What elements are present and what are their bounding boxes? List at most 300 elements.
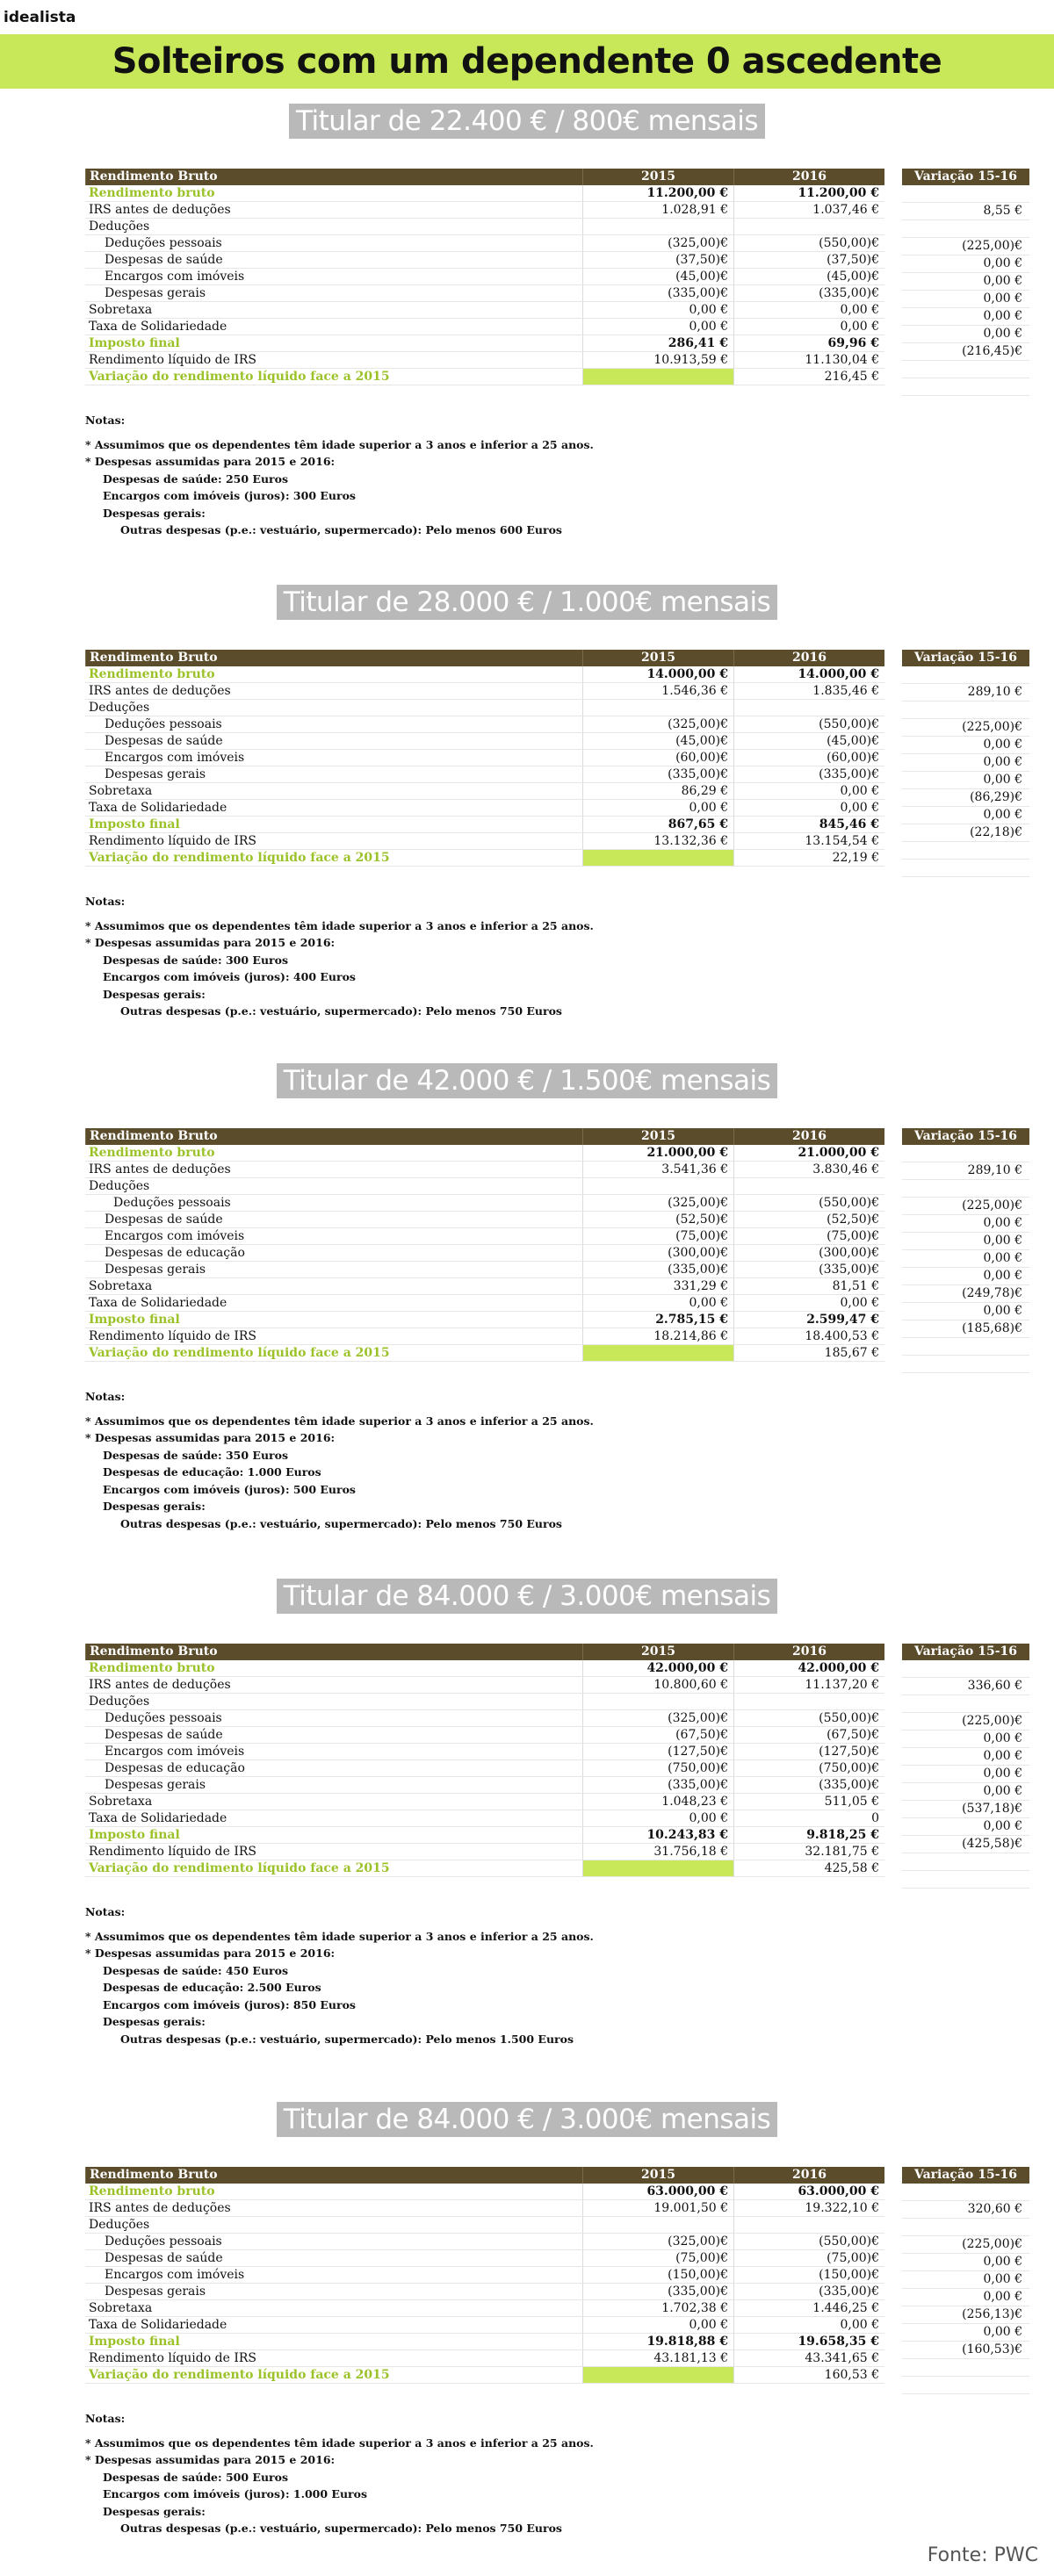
row-label: Taxa de Solidariedade: [85, 319, 582, 335]
table-row: [85, 1145, 884, 1162]
note-line: Encargos com imóveis (juros): 300 Euros: [103, 489, 356, 502]
note-line: Notas:: [85, 895, 126, 908]
table-row: [85, 1844, 884, 1860]
value-2015: 0,00 €: [582, 1295, 733, 1312]
note-line: Notas:: [85, 2412, 126, 2425]
value-2015: (325,00)€: [582, 716, 733, 733]
table-header-row: [85, 650, 884, 666]
notes-block: [85, 893, 594, 1020]
value-2016: (550,00)€: [733, 1195, 884, 1212]
value-2015: (75,00)€: [582, 1228, 733, 1245]
variation-cell: 0,00 €: [902, 2271, 1029, 2289]
value-2016: 0,00 €: [733, 1295, 884, 1312]
value-2015: 14.000,00 €: [582, 666, 733, 683]
table-row: [85, 335, 884, 352]
value-2016: 1.835,46 €: [733, 683, 884, 700]
row-label: Rendimento líquido de IRS: [85, 1844, 582, 1860]
header-label: Rendimento Bruto: [85, 1644, 582, 1660]
value-2016: 81,51 €: [733, 1278, 884, 1295]
header-2016: 2016: [733, 650, 884, 666]
row-label: Despesas de saúde: [85, 252, 582, 269]
value-2016: 0,00 €: [733, 800, 884, 817]
value-2015: 867,65 €: [582, 817, 733, 833]
row-label: Despesas de saúde: [85, 2250, 582, 2267]
variation-cell: [902, 666, 1029, 684]
note-line: Despesas de saúde: 250 Euros: [103, 471, 288, 486]
section-title-wrap: [0, 585, 1054, 620]
variation-cell: [902, 1853, 1029, 1871]
section-title: Titular de 28.000 € / 1.000€ mensais: [277, 585, 778, 620]
notes-block: [85, 2410, 594, 2537]
value-2016: 11.130,04 €: [733, 352, 884, 369]
value-2015: 86,29 €: [582, 783, 733, 800]
row-label: IRS antes de deduções: [85, 2200, 582, 2217]
variation-table: [902, 2167, 1029, 2394]
variation-cell: [902, 1338, 1029, 1356]
value-2016: (45,00)€: [733, 269, 884, 285]
variation-cell: 0,00 €: [902, 1268, 1029, 1285]
value-2016: [733, 219, 884, 235]
note-line: * Assumimos que os dependentes têm idade superior a 3 anos e inferior a 25 anos.: [85, 1929, 594, 1943]
row-label: Deduções pessoais: [85, 716, 582, 733]
value-2015: 31.756,18 €: [582, 1844, 733, 1860]
variation-cell: 0,00 €: [902, 1783, 1029, 1801]
value-2015: (300,00)€: [582, 1245, 733, 1262]
value-2016: (335,00)€: [733, 285, 884, 302]
section-title-wrap: [0, 104, 1054, 139]
variation-cell: [902, 1660, 1029, 1678]
variation-cell: [902, 1695, 1029, 1713]
section-title: Titular de 42.000 € / 1.500€ mensais: [277, 1063, 778, 1098]
value-2015: (60,00)€: [582, 750, 733, 766]
value-2016: 160,53 €: [733, 2367, 884, 2384]
table-row: [85, 1312, 884, 1328]
row-label: Despesas gerais: [85, 1777, 582, 1794]
value-2015: [582, 1860, 733, 1877]
value-2016: (335,00)€: [733, 1262, 884, 1278]
variation-cell: 0,00 €: [902, 772, 1029, 789]
value-2016: 2.599,47 €: [733, 1312, 884, 1328]
note-line: Despesas de saúde: 450 Euros: [103, 1963, 288, 1977]
variation-cell: [902, 185, 1029, 203]
variation-cell: 0,00 €: [902, 1766, 1029, 1783]
variation-cell: [902, 842, 1029, 860]
header-2016: 2016: [733, 169, 884, 185]
table-row: [85, 185, 884, 202]
value-2015: 1.702,38 €: [582, 2300, 733, 2317]
row-label: Despesas gerais: [85, 2284, 582, 2300]
value-2015: 0,00 €: [582, 319, 733, 335]
variation-header: Variação 15-16: [902, 2167, 1029, 2184]
value-2015: [582, 1178, 733, 1195]
table-row: [85, 1278, 884, 1295]
table-row: [85, 235, 884, 252]
row-label: Rendimento líquido de IRS: [85, 352, 582, 369]
value-2016: 216,45 €: [733, 369, 884, 385]
row-label: Deduções pessoais: [85, 235, 582, 252]
value-2015: 286,41 €: [582, 335, 733, 352]
row-label: Taxa de Solidariedade: [85, 1295, 582, 1312]
table-row: [85, 683, 884, 700]
value-2015: (335,00)€: [582, 1777, 733, 1794]
value-2015: [582, 1694, 733, 1710]
value-2015: 0,00 €: [582, 1810, 733, 1827]
value-2015: (335,00)€: [582, 1262, 733, 1278]
row-label: Encargos com imóveis: [85, 2267, 582, 2284]
note-line: * Despesas assumidas para 2015 e 2016:: [85, 455, 336, 468]
table-row: [85, 2284, 884, 2300]
value-2016: 14.000,00 €: [733, 666, 884, 683]
row-label: Imposto final: [85, 817, 582, 833]
variation-cell: [902, 1871, 1029, 1889]
value-2015: [582, 700, 733, 716]
value-2015: 0,00 €: [582, 2317, 733, 2334]
row-label: Encargos com imóveis: [85, 750, 582, 766]
value-2015: 0,00 €: [582, 302, 733, 319]
table-row: [85, 352, 884, 369]
value-2016: (335,00)€: [733, 2284, 884, 2300]
note-line: Outras despesas (p.e.: vestuário, supermercado): Pelo menos 750 Euros: [120, 1004, 562, 1018]
value-2016: (300,00)€: [733, 1245, 884, 1262]
table-row: [85, 1794, 884, 1810]
table-row: [85, 2317, 884, 2334]
header-2015: 2015: [582, 2167, 733, 2184]
variation-cell: 0,00 €: [902, 2254, 1029, 2271]
header-2015: 2015: [582, 169, 733, 185]
table-row: [85, 2367, 884, 2384]
table-row: [85, 817, 884, 833]
header-2016: 2016: [733, 2167, 884, 2184]
table-row: [85, 2234, 884, 2250]
value-2015: 42.000,00 €: [582, 1660, 733, 1677]
section-title-wrap: [0, 1063, 1054, 1098]
value-2016: (335,00)€: [733, 1777, 884, 1794]
header-2015: 2015: [582, 650, 733, 666]
row-label: Variação do rendimento líquido face a 2015: [85, 850, 582, 867]
row-label: Sobretaxa: [85, 1794, 582, 1810]
variation-cell: 0,00 €: [902, 1748, 1029, 1766]
value-2015: 18.214,86 €: [582, 1328, 733, 1345]
row-label: Rendimento líquido de IRS: [85, 2350, 582, 2367]
note-line: Outras despesas (p.e.: vestuário, supermercado): Pelo menos 1.500 Euros: [120, 2032, 574, 2046]
note-line: * Despesas assumidas para 2015 e 2016:: [85, 1431, 336, 1444]
value-2016: (150,00)€: [733, 2267, 884, 2284]
value-2015: 1.028,91 €: [582, 202, 733, 219]
section-title: Titular de 84.000 € / 3.000€ mensais: [277, 2102, 778, 2137]
table-row: [85, 750, 884, 766]
row-label: IRS antes de deduções: [85, 683, 582, 700]
header-label: Rendimento Bruto: [85, 1128, 582, 1145]
table-row: [85, 733, 884, 750]
note-line: Outras despesas (p.e.: vestuário, supermercado): Pelo menos 600 Euros: [120, 523, 562, 536]
table-row: [85, 1162, 884, 1178]
variation-cell: 0,00 €: [902, 2324, 1029, 2342]
value-2016: 425,58 €: [733, 1860, 884, 1877]
note-line: Despesas gerais:: [103, 2504, 206, 2518]
table-row: [85, 285, 884, 302]
value-2015: [582, 219, 733, 235]
row-label: Encargos com imóveis: [85, 1744, 582, 1760]
row-label: Deduções: [85, 219, 582, 235]
note-line: * Despesas assumidas para 2015 e 2016:: [85, 936, 336, 949]
variation-cell: [902, 860, 1029, 877]
value-2015: 3.541,36 €: [582, 1162, 733, 1178]
section-title: Titular de 22.400 € / 800€ mensais: [289, 104, 765, 139]
income-table: [85, 1644, 884, 1877]
row-label: Rendimento bruto: [85, 666, 582, 683]
table-row: [85, 1245, 884, 1262]
row-label: Rendimento bruto: [85, 1145, 582, 1162]
row-label: Encargos com imóveis: [85, 1228, 582, 1245]
note-line: * Assumimos que os dependentes têm idade superior a 3 anos e inferior a 25 anos.: [85, 1414, 594, 1428]
value-2016: 22,19 €: [733, 850, 884, 867]
variation-header: Variação 15-16: [902, 169, 1029, 185]
value-2015: 19.818,88 €: [582, 2334, 733, 2350]
income-table: [85, 650, 884, 867]
value-2015: 13.132,36 €: [582, 833, 733, 850]
value-2015: 21.000,00 €: [582, 1145, 733, 1162]
value-2015: 0,00 €: [582, 800, 733, 817]
row-label: IRS antes de deduções: [85, 202, 582, 219]
header-2016: 2016: [733, 1644, 884, 1660]
value-2015: (750,00)€: [582, 1760, 733, 1777]
table-row: [85, 302, 884, 319]
table-row: [85, 1827, 884, 1844]
row-label: Deduções pessoais: [85, 1710, 582, 1727]
table-row: [85, 1212, 884, 1228]
table-row: [85, 2200, 884, 2217]
value-2015: (335,00)€: [582, 2284, 733, 2300]
income-table: [85, 2167, 884, 2384]
value-2016: [733, 2217, 884, 2234]
row-label: Despesas de saúde: [85, 1727, 582, 1744]
table-row: [85, 1345, 884, 1362]
value-2016: [733, 1178, 884, 1195]
notes-block: [85, 412, 594, 539]
row-label: Rendimento bruto: [85, 2184, 582, 2200]
value-2016: 19.322,10 €: [733, 2200, 884, 2217]
variation-cell: 0,00 €: [902, 1818, 1029, 1836]
table-row: [85, 1295, 884, 1312]
header-label: Rendimento Bruto: [85, 650, 582, 666]
value-2015: 63.000,00 €: [582, 2184, 733, 2200]
table-row: [85, 1328, 884, 1345]
row-label: Sobretaxa: [85, 783, 582, 800]
value-2016: 32.181,75 €: [733, 1844, 884, 1860]
table-row: [85, 800, 884, 817]
variation-table: [902, 1644, 1029, 1889]
value-2016: (75,00)€: [733, 2250, 884, 2267]
header-label: Rendimento Bruto: [85, 169, 582, 185]
variation-cell: [902, 702, 1029, 719]
note-line: * Assumimos que os dependentes têm idade superior a 3 anos e inferior a 25 anos.: [85, 437, 594, 451]
row-label: Despesas de educação: [85, 1245, 582, 1262]
row-label: Deduções pessoais: [85, 1195, 582, 1212]
value-2015: 10.800,60 €: [582, 1677, 733, 1694]
variation-cell: 0,00 €: [902, 807, 1029, 824]
value-2015: 43.181,13 €: [582, 2350, 733, 2367]
row-label: Sobretaxa: [85, 2300, 582, 2317]
table-row: [85, 700, 884, 716]
variation-cell: (86,29)€: [902, 789, 1029, 807]
variation-cell: (225,00)€: [902, 1198, 1029, 1215]
page-title: Solteiros com um dependente 0 ascedente: [112, 41, 942, 82]
note-line: Despesas gerais:: [103, 987, 206, 1001]
table-row: [85, 666, 884, 683]
variation-cell: 0,00 €: [902, 2289, 1029, 2306]
variation-cell: [902, 2219, 1029, 2236]
header-2015: 2015: [582, 1128, 733, 1145]
variation-cell: 0,00 €: [902, 255, 1029, 273]
note-line: * Assumimos que os dependentes têm idade superior a 3 anos e inferior a 25 anos.: [85, 918, 594, 932]
table-row: [85, 766, 884, 783]
table-row: [85, 1660, 884, 1677]
variation-cell: 0,00 €: [902, 291, 1029, 308]
variation-cell: [902, 1145, 1029, 1162]
row-label: Despesas de saúde: [85, 1212, 582, 1228]
row-label: Deduções pessoais: [85, 2234, 582, 2250]
table-row: [85, 269, 884, 285]
table-row: [85, 1178, 884, 1195]
row-label: Despesas gerais: [85, 285, 582, 302]
value-2015: (67,50)€: [582, 1727, 733, 1744]
table-row: [85, 2350, 884, 2367]
row-label: Deduções: [85, 700, 582, 716]
note-line: Despesas de saúde: 300 Euros: [103, 953, 288, 967]
value-2016: 9.818,25 €: [733, 1827, 884, 1844]
variation-cell: 289,10 €: [902, 1162, 1029, 1180]
row-label: Rendimento bruto: [85, 1660, 582, 1677]
value-2016: 13.154,54 €: [733, 833, 884, 850]
variation-cell: 0,00 €: [902, 1250, 1029, 1268]
variation-cell: [902, 378, 1029, 396]
row-label: Rendimento líquido de IRS: [85, 833, 582, 850]
variation-cell: [902, 1356, 1029, 1373]
value-2016: [733, 700, 884, 716]
row-label: IRS antes de deduções: [85, 1162, 582, 1178]
variation-cell: [902, 2377, 1029, 2394]
value-2016: (75,00)€: [733, 1228, 884, 1245]
value-2016: (335,00)€: [733, 766, 884, 783]
table-header-row: [85, 1128, 884, 1145]
row-label: IRS antes de deduções: [85, 1677, 582, 1694]
header-label: Rendimento Bruto: [85, 2167, 582, 2184]
value-2015: 1.048,23 €: [582, 1794, 733, 1810]
table-row: [85, 1677, 884, 1694]
brand-logo: idealista: [4, 9, 76, 26]
note-line: Notas:: [85, 1390, 126, 1403]
table-row: [85, 783, 884, 800]
source-credit: Fonte: PWC: [927, 2544, 1038, 2566]
table-row: [85, 2250, 884, 2267]
variation-cell: 0,00 €: [902, 326, 1029, 343]
value-2016: 18.400,53 €: [733, 1328, 884, 1345]
note-line: Encargos com imóveis (juros): 400 Euros: [103, 970, 356, 983]
row-label: Taxa de Solidariedade: [85, 1810, 582, 1827]
note-line: Notas:: [85, 414, 126, 427]
variation-cell: [902, 2359, 1029, 2377]
variation-cell: (22,18)€: [902, 824, 1029, 842]
value-2016: 3.830,46 €: [733, 1162, 884, 1178]
note-line: Despesas gerais:: [103, 506, 206, 520]
header-2016: 2016: [733, 1128, 884, 1145]
value-2016: (550,00)€: [733, 2234, 884, 2250]
value-2015: (335,00)€: [582, 285, 733, 302]
value-2016: 43.341,65 €: [733, 2350, 884, 2367]
variation-cell: (425,58)€: [902, 1836, 1029, 1853]
table-row: [85, 850, 884, 867]
row-label: Deduções: [85, 1694, 582, 1710]
title-banner: [0, 34, 1054, 89]
table-row: [85, 1262, 884, 1278]
variation-cell: 0,00 €: [902, 737, 1029, 754]
row-label: Rendimento líquido de IRS: [85, 1328, 582, 1345]
value-2015: (45,00)€: [582, 269, 733, 285]
row-label: Imposto final: [85, 2334, 582, 2350]
value-2015: (335,00)€: [582, 766, 733, 783]
variation-cell: 0,00 €: [902, 1215, 1029, 1233]
value-2016: [733, 1694, 884, 1710]
table-row: [85, 1195, 884, 1212]
value-2016: 0,00 €: [733, 2317, 884, 2334]
row-label: Imposto final: [85, 1312, 582, 1328]
value-2016: (67,50)€: [733, 1727, 884, 1744]
value-2016: 845,46 €: [733, 817, 884, 833]
value-2015: (325,00)€: [582, 235, 733, 252]
row-label: Despesas gerais: [85, 766, 582, 783]
value-2015: (325,00)€: [582, 1710, 733, 1727]
value-2015: (45,00)€: [582, 733, 733, 750]
value-2015: 10.243,83 €: [582, 1827, 733, 1844]
value-2016: 0,00 €: [733, 302, 884, 319]
note-line: Notas:: [85, 1905, 126, 1918]
notes-block: [85, 1903, 594, 2047]
note-line: Despesas gerais:: [103, 2015, 206, 2028]
value-2016: 0: [733, 1810, 884, 1827]
note-line: Despesas de saúde: 350 Euros: [103, 1448, 288, 1462]
value-2015: 1.546,36 €: [582, 683, 733, 700]
value-2016: (52,50)€: [733, 1212, 884, 1228]
value-2016: 11.137,20 €: [733, 1677, 884, 1694]
row-label: Sobretaxa: [85, 302, 582, 319]
table-row: [85, 2217, 884, 2234]
variation-cell: (225,00)€: [902, 1713, 1029, 1731]
table-row: [85, 2334, 884, 2350]
table-row: [85, 2267, 884, 2284]
value-2016: (45,00)€: [733, 733, 884, 750]
row-label: Taxa de Solidariedade: [85, 800, 582, 817]
variation-cell: 0,00 €: [902, 754, 1029, 772]
variation-table: [902, 1128, 1029, 1373]
table-header-row: [85, 1644, 884, 1660]
value-2015: [582, 2217, 733, 2234]
variation-cell: [902, 361, 1029, 378]
value-2016: (60,00)€: [733, 750, 884, 766]
row-label: Variação do rendimento líquido face a 2015: [85, 2367, 582, 2384]
note-line: Outras despesas (p.e.: vestuário, supermercado): Pelo menos 750 Euros: [120, 2522, 562, 2535]
variation-cell: (185,68)€: [902, 1320, 1029, 1338]
row-label: Imposto final: [85, 335, 582, 352]
table-row: [85, 202, 884, 219]
variation-cell: [902, 1180, 1029, 1198]
value-2016: 0,00 €: [733, 783, 884, 800]
table-row: [85, 2184, 884, 2200]
value-2015: (52,50)€: [582, 1212, 733, 1228]
variation-table: [902, 650, 1029, 877]
variation-header: Variação 15-16: [902, 650, 1029, 666]
value-2016: 1.446,25 €: [733, 2300, 884, 2317]
value-2015: (325,00)€: [582, 2234, 733, 2250]
